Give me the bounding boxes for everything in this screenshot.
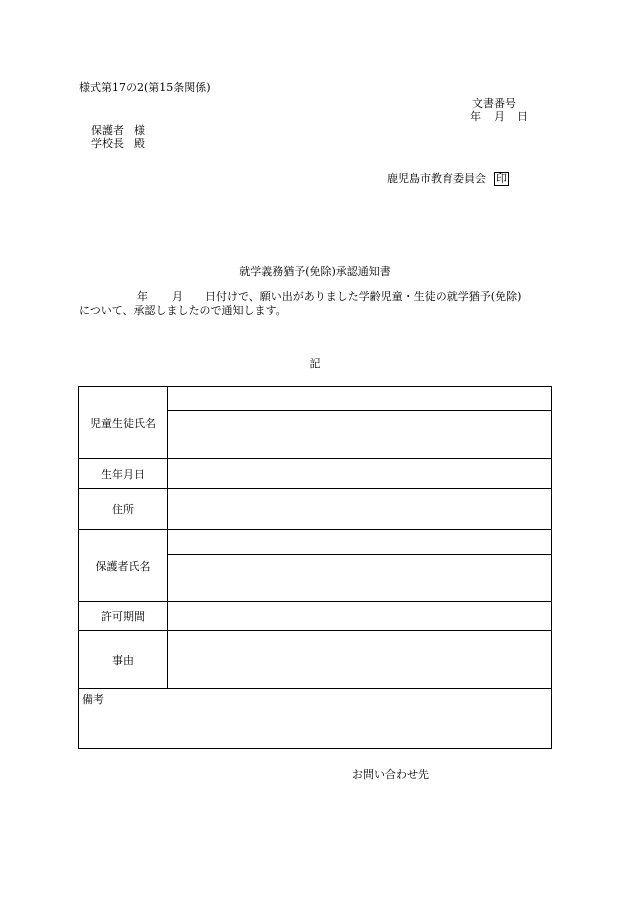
child-name-label: 児童生徒氏名 (79, 387, 168, 459)
detail-table (78, 386, 552, 749)
body-text-line1: 日付けで、願い出がありました学齢児童・生徒の就学猶予(免除) (205, 290, 522, 303)
date-year: 年 (470, 110, 481, 123)
ki-marker: 記 (309, 357, 321, 370)
recipient-guardian (91, 124, 145, 138)
address-cell[interactable] (168, 489, 552, 530)
reason-cell[interactable] (168, 631, 552, 689)
body-text-line2: について、承認しましたので通知します。 (79, 304, 287, 317)
body-year: 年 (137, 290, 148, 303)
seal-mark: 印 (496, 172, 507, 185)
birthdate-cell[interactable] (168, 459, 552, 489)
principal-honorific: 殿 (134, 137, 145, 150)
principal-role: 学校長 (91, 137, 124, 150)
reason-label: 事由 (79, 631, 168, 689)
document-title: 就学義務猶予(免除)承認通知書 (239, 265, 391, 278)
remarks-label: 備考 (82, 693, 104, 706)
child-name-cell[interactable] (168, 411, 552, 459)
body-month: 月 (172, 290, 183, 303)
contact-label: お問い合わせ先 (352, 768, 429, 781)
guardian-name-label: 保護者氏名 (79, 530, 168, 602)
remarks-cell[interactable] (79, 689, 552, 749)
address-label: 住所 (79, 489, 168, 530)
issuer-name: 鹿児島市教育委員会 (387, 172, 486, 185)
issuer (387, 172, 509, 186)
guardian-honorific: 様 (134, 124, 145, 137)
child-name-furigana-cell[interactable] (168, 387, 552, 411)
guardian-role: 保護者 (91, 124, 124, 137)
body-text (79, 290, 557, 318)
permission-period-cell[interactable] (168, 602, 552, 631)
guardian-name-furigana-cell[interactable] (168, 530, 552, 555)
birthdate-label: 生年月日 (79, 459, 168, 489)
permission-period-label: 許可期間 (79, 602, 168, 631)
date-month: 月 (494, 110, 505, 123)
issue-date (470, 110, 528, 124)
date-day: 日 (517, 110, 528, 123)
guardian-name-cell[interactable] (168, 555, 552, 602)
recipient-principal (91, 137, 145, 151)
document-number-label: 文書番号 (472, 97, 516, 110)
form-number: 様式第17の2(第15条関係) (79, 81, 211, 94)
